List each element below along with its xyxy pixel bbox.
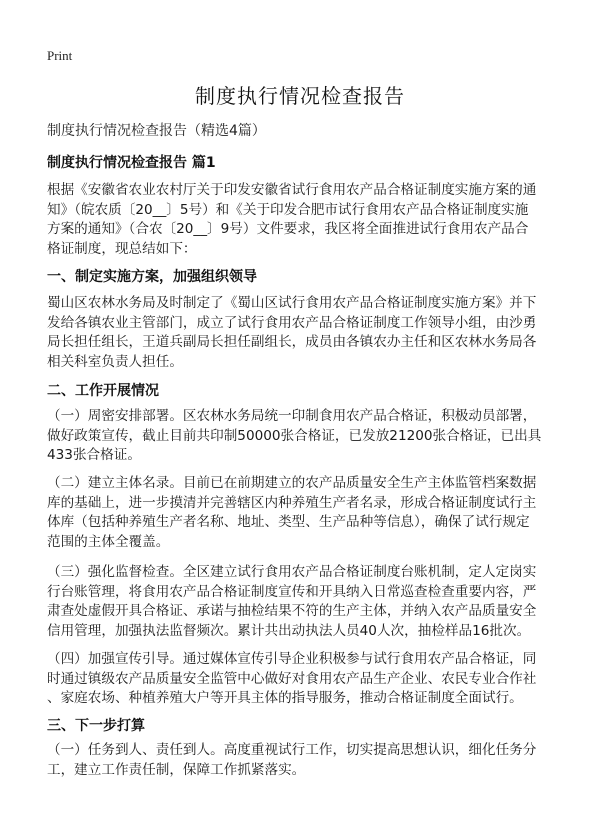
text-line: （一）任务到人、责任到人。高度重视试行工作，切实提高思想认识，细化任务分 (47, 742, 537, 758)
section-2-heading: 二、工作开展情况 (47, 383, 159, 399)
text-line: 知》（皖农质〔20__〕5号）和《关于印发合肥市试行食用农产品合格证制度实施 (47, 201, 529, 218)
text-line: （三）强化监督检查。全区建立试行食用农产品合格证制度台账机制，定人定岗实 (47, 564, 537, 580)
section-1-heading: 一、制定实施方案，加强组织领导 (47, 269, 257, 285)
text-line: 局长担任组长，王道兵副局长担任副组长，成员由各镇农办主任和区农林水务局各 (47, 334, 537, 351)
text-line: 相关科室负责人担任。 (47, 353, 183, 370)
section-2-item-1 (47, 407, 557, 466)
text-line: （二）建立主体名录。目前已在前期建立的农产品质量安全生产主体监管档案数据 (47, 475, 537, 491)
section-2-item-3 (47, 563, 557, 641)
section-1-paragraph (47, 294, 557, 372)
text-line: 行台账管理，将食用农产品合格证制度宣传和开具纳入日常巡查检查重要内容，严 (47, 583, 537, 600)
print-label: Print (47, 48, 73, 63)
text-line: （四）加强宣传引导。通过媒体宣传引导企业积极参与试行食用农产品合格证，同 (47, 651, 537, 667)
text-line: 蜀山区农林水务局及时制定了《蜀山区试行食用农产品合格证制度实施方案》并下 (47, 295, 537, 311)
text-line: 发给各镇农业主管部门，成立了试行食用农产品合格证制度工作领导小组，由沙勇 (47, 314, 537, 331)
document-subtitle: 制度执行情况检查报告（精选4篇） (47, 123, 266, 139)
text-line: 肃查处虚假开具合格证、承诺与抽检结果不符的生产主体，并纳入农产品质量安全 (47, 603, 537, 620)
text-line: 方案的通知》（合农〔20__〕9号）文件要求，我区将全面推进试行食用农产品合 (47, 221, 529, 238)
text-line: 根据《安徽省农业农村厅关于印发安徽省试行食用农产品合格证制度实施方案的通 (47, 182, 537, 198)
text-line: 433张合格证。 (47, 447, 141, 464)
text-line: 库的基础上，进一步摸清并完善辖区内种养殖生产者名录，形成合格证制度试行主 (47, 494, 537, 511)
document-title: 制度执行情况检查报告 (195, 84, 405, 108)
text-line: 做好政策宣传，截止目前共印制50000张合格证，已发放21200张合格证，已出具 (47, 427, 542, 444)
text-line: 、家庭农场、种植养殖大户等开具主体的指导服务，推动合格证制度全面试行。 (47, 690, 523, 707)
text-line: 格证制度，现总结如下： (47, 240, 197, 257)
text-line: 范围的主体全覆盖。 (47, 533, 170, 550)
intro-paragraph (47, 181, 557, 259)
text-line: 工，建立工作责任制，保障工作抓紧落实。 (47, 761, 306, 778)
section-2-item-2 (47, 474, 557, 552)
text-line: 信用管理，加强执法监督频次。累计共出动执法人员40人次，抽检样品16批次。 (47, 622, 531, 639)
text-line: （一）周密安排部署。区农林水务局统一印制食用农产品合格证，积极动员部署， (47, 408, 537, 424)
article-heading: 制度执行情况检查报告 篇1 (47, 155, 216, 171)
section-2-item-4 (47, 650, 557, 709)
section-3-heading: 三、下一步打算 (47, 718, 145, 734)
text-line: 时通过镇级农产品质量安全监管中心做好对食用农产品生产企业、农民专业合作社 (47, 670, 537, 687)
text-line: 体库（包括种养殖生产者名称、地址、类型、生产品种等信息），确保了试行规定 (47, 514, 530, 531)
section-3-item-1 (47, 741, 557, 780)
